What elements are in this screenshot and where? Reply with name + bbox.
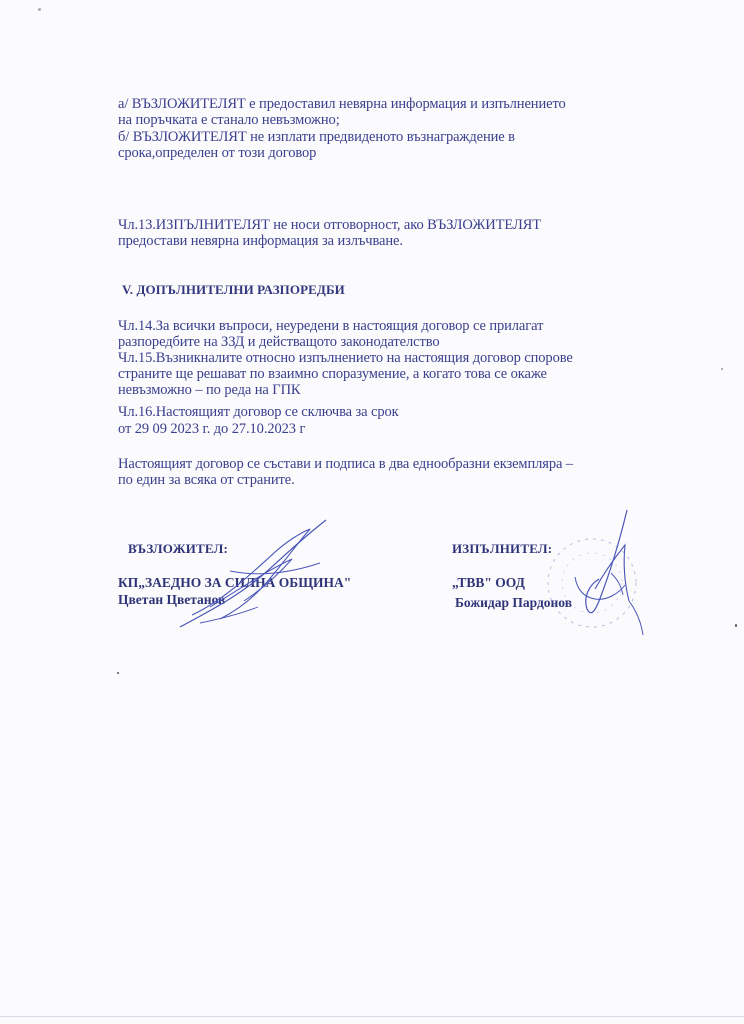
contractor-stamp bbox=[540, 525, 650, 640]
contract-term: от 29 09 2023 г. до 27.10.2023 г bbox=[118, 421, 306, 437]
paragraph-a: а/ ВЪЗЛОЖИТЕЛЯТ е предоставил невярна информация и изпълнението на поръчката е станало невъзможно; bbox=[118, 96, 566, 128]
article-15: Чл.15.Възникналите относно изпълнението на настоящия договор спорове страните ще решават по взаимно споразумение, а когато това се окаже невъзможно – по реда на ГПК bbox=[118, 350, 573, 398]
scan-speck bbox=[721, 368, 723, 370]
scan-edge bbox=[0, 1016, 744, 1017]
assignor-organization: КП„ЗАЕДНО ЗА СИЛНА ОБЩИНА" bbox=[118, 575, 352, 590]
contractor-organization: „ТВВ" ООД bbox=[452, 575, 525, 590]
paragraph-b: б/ ВЪЗЛОЖИТЕЛЯТ не изплати предвиденото възнаграждение в срока,определен от този договор bbox=[118, 129, 515, 161]
article-16: Чл.16.Настоящият договор се сключва за срок bbox=[118, 404, 399, 420]
contractor-person: Божидар Пардонов bbox=[455, 595, 573, 610]
contractor-signature bbox=[555, 505, 655, 640]
contractor-label: ИЗПЪЛНИТЕЛ: bbox=[452, 541, 553, 556]
scan-speck bbox=[735, 624, 737, 627]
scan-speck bbox=[117, 672, 119, 674]
assignor-label: ВЪЗЛОЖИТЕЛ: bbox=[128, 541, 229, 556]
article-14: Чл.14.За всички въпроси, неуредени в настоящия договор се прилагат разпоредбите на ЗЗД и действащото законодателство bbox=[118, 318, 544, 350]
scan-speck bbox=[38, 8, 41, 11]
article-13: Чл.13.ИЗПЪЛНИТЕЛЯТ не носи отговорност, ако ВЪЗЛОЖИТЕЛЯТ предостави невярна информация за излъчване. bbox=[118, 217, 542, 249]
assignor-person: Цветан Цветанов bbox=[118, 592, 226, 607]
closing-paragraph: Настоящият договор се състави и подписа в два еднообразни екземпляра – по един за всяка от страните. bbox=[118, 456, 574, 488]
section-heading: V. ДОПЪЛНИТЕЛНИ РАЗПОРЕДБИ bbox=[122, 282, 345, 297]
